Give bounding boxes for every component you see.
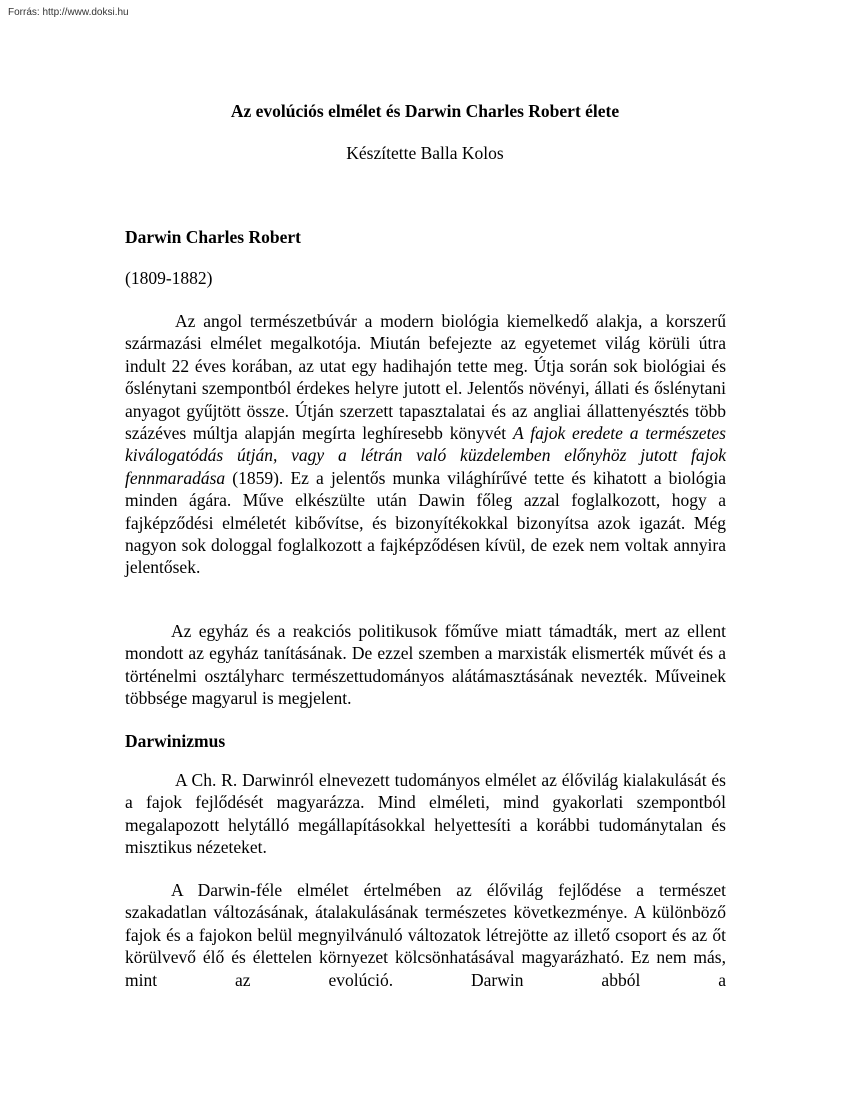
document-title: Az evolúciós elmélet és Darwin Charles Robert élete [230, 101, 620, 121]
book-title: A fajok eredete a természetes kiválogatódás útján, vagy a létrán való küzdelemben előnyhöz jutott fajok fennmaradása [125, 423, 726, 488]
paragraph-reception: Az egyház és a reakciós politikusok főműve miatt támadták, mert az ellent mondott az egyház tanításának. De ezzel szemben a marxisták elismerték művét és a történelmi osztályharc természettudományos alátámasztásának nevezték. Műveinek többsége magyarul is megjelent. [125, 621, 726, 709]
source-url: Forrás: http://www.doksi.hu [8, 7, 129, 18]
paragraph-biography [125, 310, 726, 579]
life-dates: (1809-1882) [125, 268, 213, 288]
section-heading-darwin: Darwin Charles Robert [125, 227, 301, 247]
paragraph-biography-text-a: Az angol természetbúvár a modern biológia kiemelkedő alakja, a korszerű származási elmélet megalkotója. Miután befejezte az egyetemet világ körüli útra indult 22 éves korában, az utat egy hadihajón tette meg. Útja során sok biológiai és őslénytani szempontból érdekes helyre jutott el. Jelentős növényi, állati és őslénytani anyagot gyűjtött össze. Útján szerzett tapasztalatai és az angliai állattenyésztés több százéves múltja alapján megírta leghíresebb könyvét [125, 311, 726, 444]
document-author: Készítette Balla Kolos [346, 143, 504, 163]
paragraph-biography-text-b: (1859). Ez a jelentős munka világhírűvé tette és kihatott a biológia minden ágára. Műve elkészülte után Dawin főleg azzal foglalkozott, hogy a fajképződési elméletét kibővítse, és bizonyítékokkal bizonyítsa azok igazát. Még nagyon sok dologgal foglalkozott a fajképződésen kívül, de ezek nem voltak annyira jelentősek. [125, 467, 726, 578]
section-heading-darwinism: Darwinizmus [125, 731, 226, 751]
paragraph-darwinism-theory: A Darwin-féle elmélet értelmében az élővilág fejlődése a természet szakadatlan változásának, átalakulásának természetes következménye. A különböző fajok és a fajokon belül megnyilvánuló változatok létrejötte az illető csoport és az őt körülvevő élő és élettelen környezet kölcsönhatásával magyarázható. Ez nem más, mint az evolúció. Darwin abból a [125, 880, 726, 990]
paragraph-darwinism-intro: A Ch. R. Darwinról elnevezett tudományos elmélet az élővilág kialakulását és a fajok fejlődését magyarázza. Mind elméleti, mind gyakorlati szempontból megalapozott helytálló megállapításokkal helyettesíti a korábbi tudománytalan és misztikus nézeteket. [125, 770, 726, 858]
